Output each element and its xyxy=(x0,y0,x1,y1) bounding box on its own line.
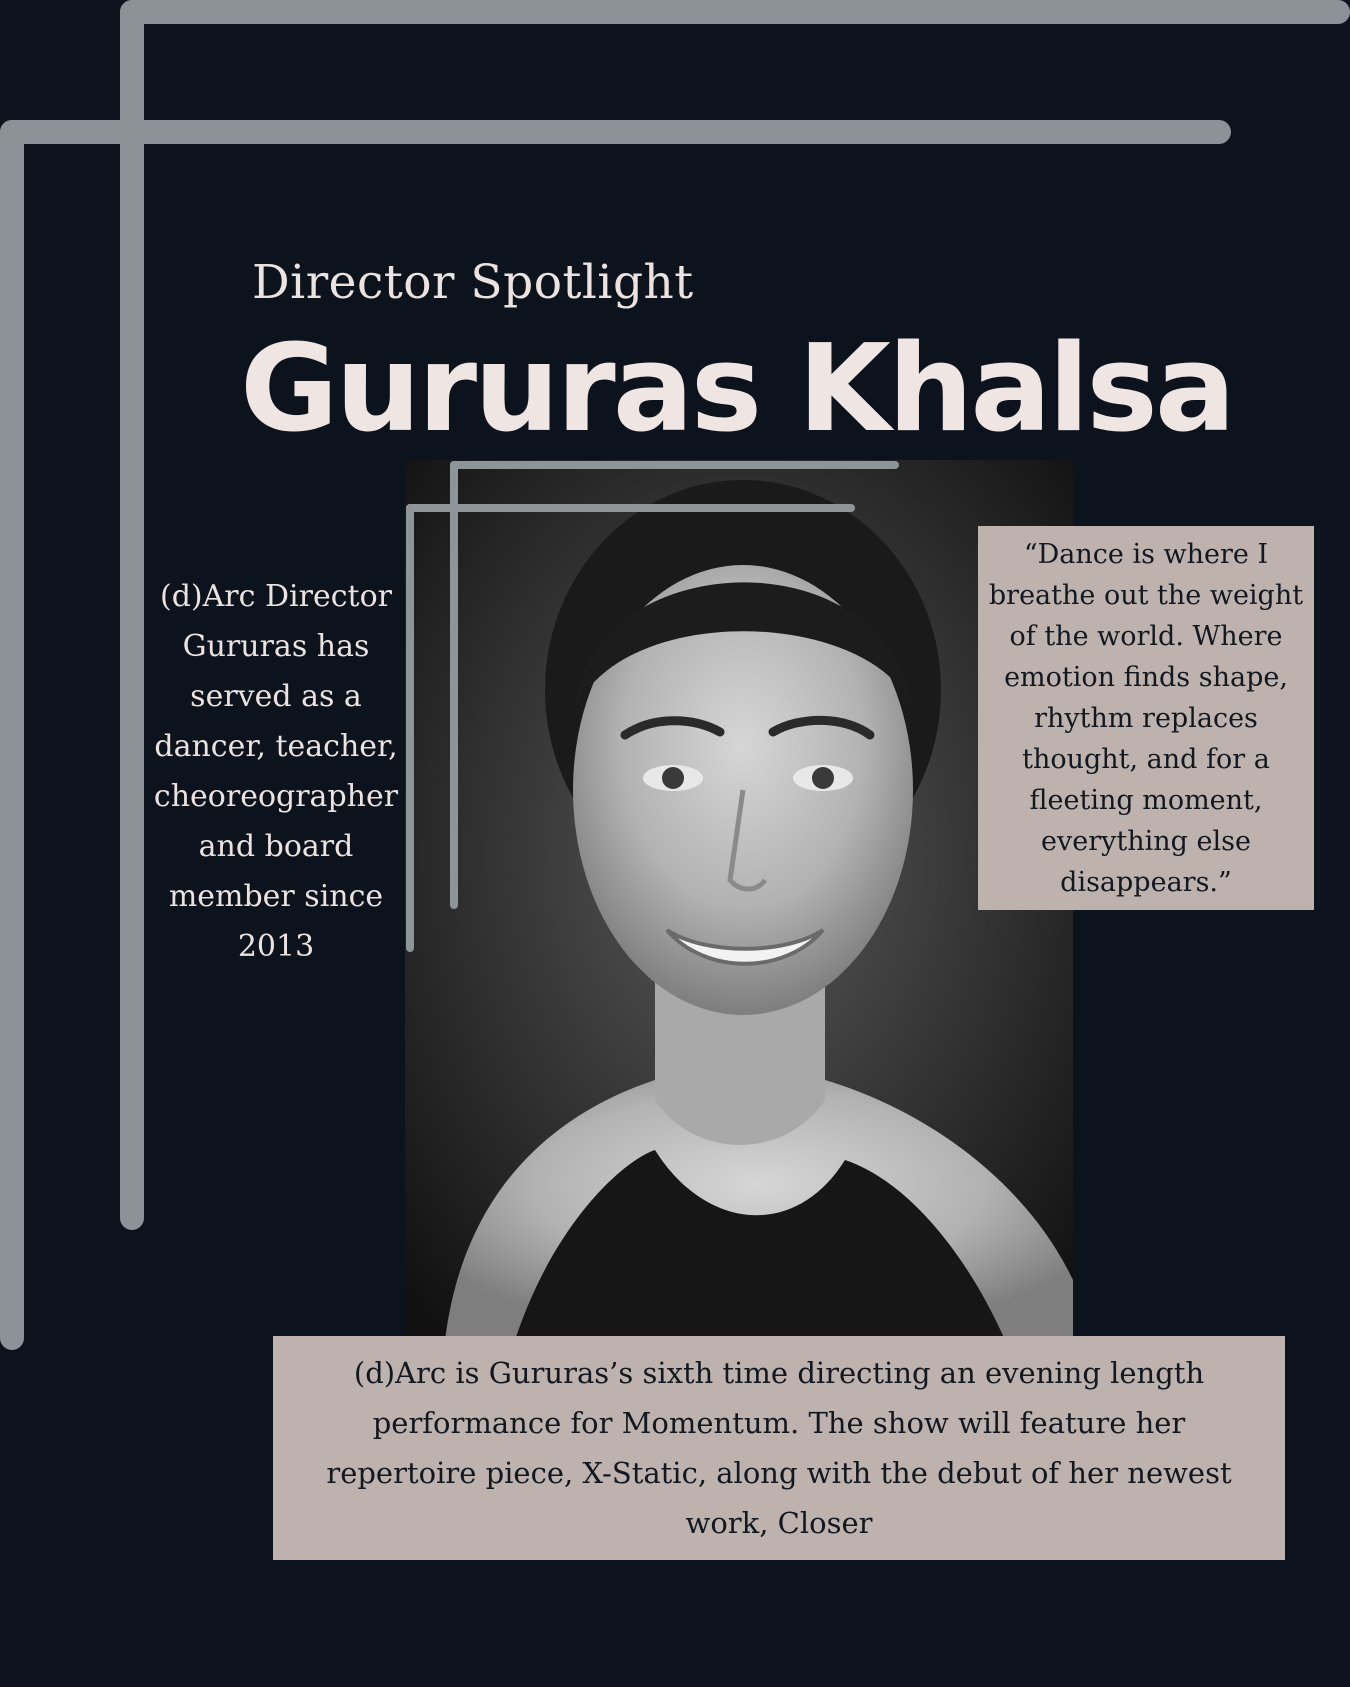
director-bio: (d)Arc Director Gururas has served as a dancer, teacher, cheoreographer and board member since 2013 xyxy=(153,579,399,964)
accent-line-vertical-left xyxy=(406,504,414,952)
accent-line-vertical-right xyxy=(450,461,458,909)
accent-line-second xyxy=(406,504,855,512)
portrait-photo xyxy=(405,460,1073,1340)
show-description-box xyxy=(273,1336,1285,1560)
show-description: (d)Arc is Gururas’s sixth time directing an evening length performance for Momentum. The show will feature her repertoire piece, X-Static, along with the debut of her newest work, Closer xyxy=(326,1356,1232,1540)
frame-line-vertical-outer xyxy=(0,120,24,1350)
section-kicker: Director Spotlight xyxy=(252,255,694,310)
frame-line-vertical-inner xyxy=(120,0,144,1230)
director-name: Gururas Khalsa xyxy=(240,320,1233,459)
portrait-illustration xyxy=(405,460,1073,1340)
accent-line-top xyxy=(450,461,899,469)
frame-line-top xyxy=(120,0,1350,24)
quote-text: “Dance is where I breathe out the weight of the world. Where emotion finds shape, rhythm replaces thought, and for a fleeting moment, everything else disappears.” xyxy=(988,538,1304,898)
quote-box xyxy=(978,526,1314,910)
frame-line-horizontal-second xyxy=(0,120,1231,144)
